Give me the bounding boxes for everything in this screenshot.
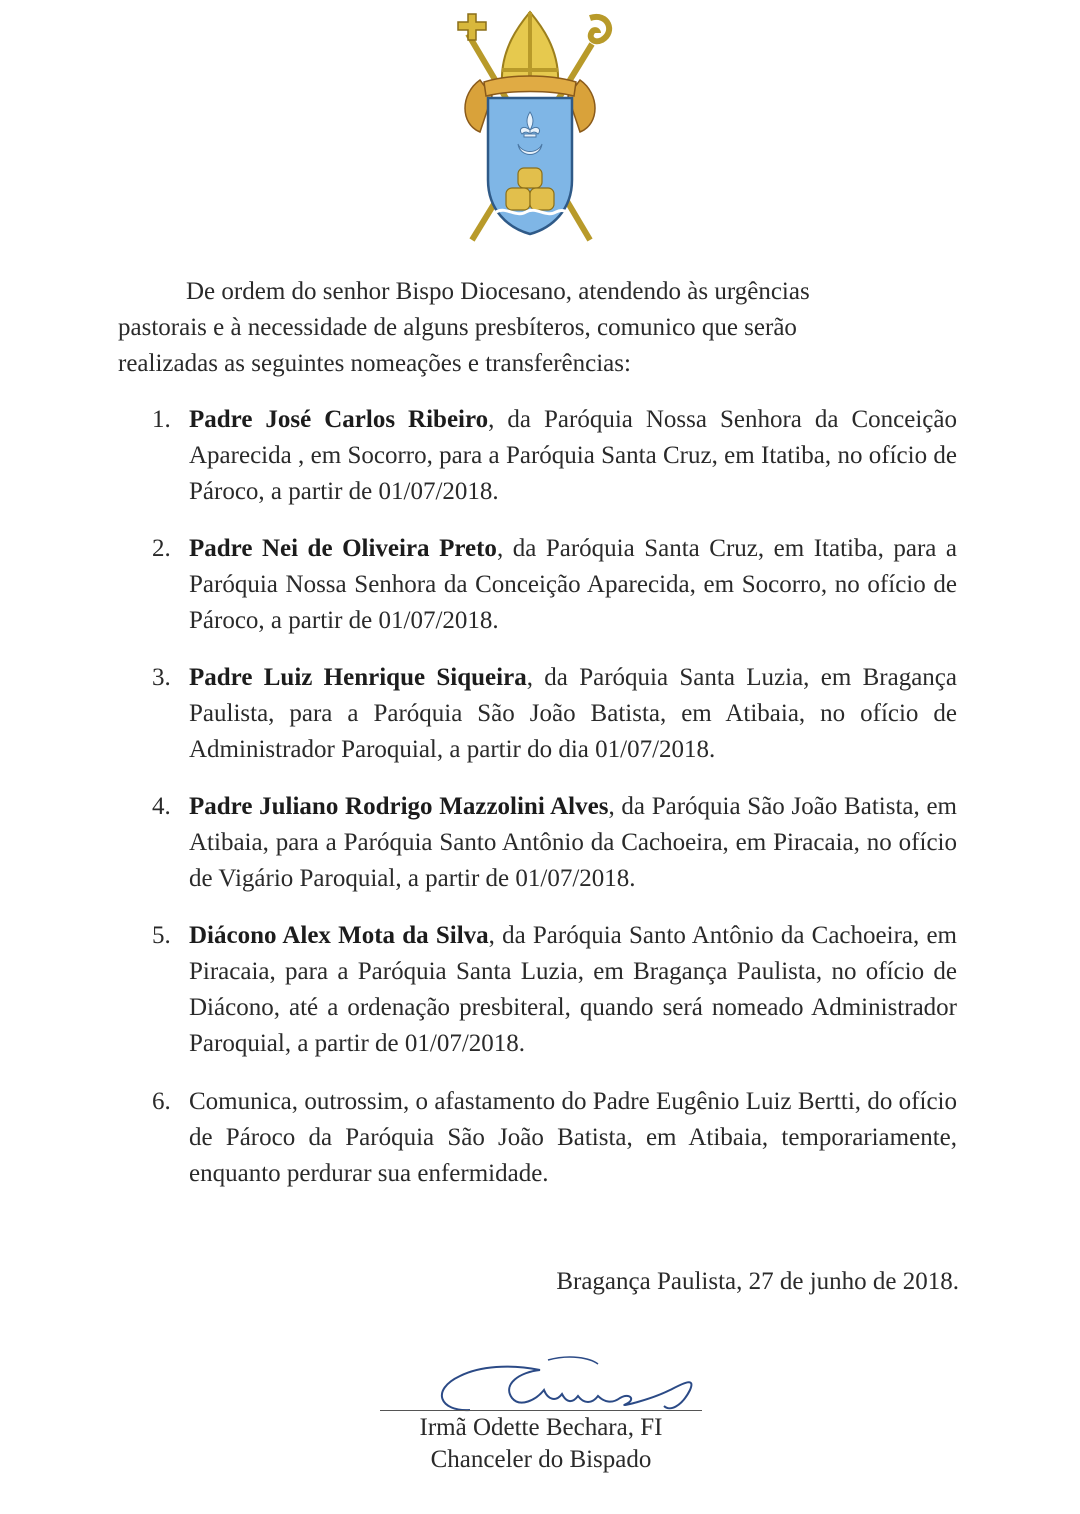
item-description: , da Paróquia Nossa Senhora da Conceição Aparecida , em Socorro, para a Paróquia Santa Cruz, em Itatiba, no ofício de Pároco, a partir de 01/07/2018. <box>189 406 957 505</box>
signer-name: Irmã Odette Bechara, FI <box>419 1414 663 1441</box>
diocese-coat-of-arms-icon <box>440 4 620 248</box>
item-description: , da Paróquia São João Batista, em Atibaia, para a Paróquia Santo Antônio da Cachoeira, em Piracaia, no ofício de Vigário Paroquial, a partir de 01/07/2018. <box>189 793 958 892</box>
item-description: Comunica, outrossim, o afastamento do Padre Eugênio Luiz Bertti, do ofício de Pároco da Paróquia São João Batista, em Atibaia, temporariamente, enquanto perdurar sua enfermidade. <box>189 1088 957 1187</box>
item-number: 2. <box>152 535 171 562</box>
intro-paragraph: De ordem do senhor Bispo Diocesano, atendendo às urgências pastorais e à necessidade de alguns presbíteros, comunico que serão realizadas as seguintes nomeações e transferências: <box>118 278 810 377</box>
item-number: 3. <box>152 664 171 691</box>
item-text <box>189 1084 957 1192</box>
signer-block <box>380 1412 702 1476</box>
item-text <box>189 789 957 897</box>
item-number: 6. <box>152 1088 171 1115</box>
item-description: , da Paróquia Santo Antônio da Cachoeira, em Piracaia, para a Paróquia Santa Luzia, em Bragança Paulista, no ofício de Diácono, até a ordenação presbiteral, quando será nomeado Administrador Paroquial, a partir de 01/07/2018. <box>189 922 957 1057</box>
item-name: Diácono Alex Mota da Silva <box>189 922 489 949</box>
item-description: , da Paróquia Santa Cruz, em Itatiba, para a Paróquia Nossa Senhora da Conceição Aparecida, em Socorro, no ofício de Pároco, a partir de 01/07/2018. <box>189 535 957 634</box>
signer-title: Chanceler do Bispado <box>430 1446 652 1473</box>
item-name: Padre José Carlos Ribeiro <box>189 406 489 433</box>
place-date: Bragança Paulista, 27 de junho de 2018. <box>556 1268 959 1295</box>
item-number: 1. <box>152 406 171 433</box>
item-number: 4. <box>152 793 171 820</box>
item-name: Padre Nei de Oliveira Preto <box>189 535 497 562</box>
item-text <box>189 531 957 639</box>
item-description: , da Paróquia Santa Luzia, em Bragança Paulista, para a Paróquia São João Batista, em Atibaia, no ofício de Administrador Paroquial, a partir do dia 01/07/2018. <box>189 664 957 763</box>
item-text <box>189 660 957 768</box>
item-name: Padre Luiz Henrique Siqueira <box>189 664 527 691</box>
item-name: Padre Juliano Rodrigo Mazzolini Alves <box>189 793 609 820</box>
item-text <box>189 918 957 1062</box>
signature-line <box>380 1410 702 1411</box>
item-text <box>189 402 957 510</box>
item-number: 5. <box>152 922 171 949</box>
